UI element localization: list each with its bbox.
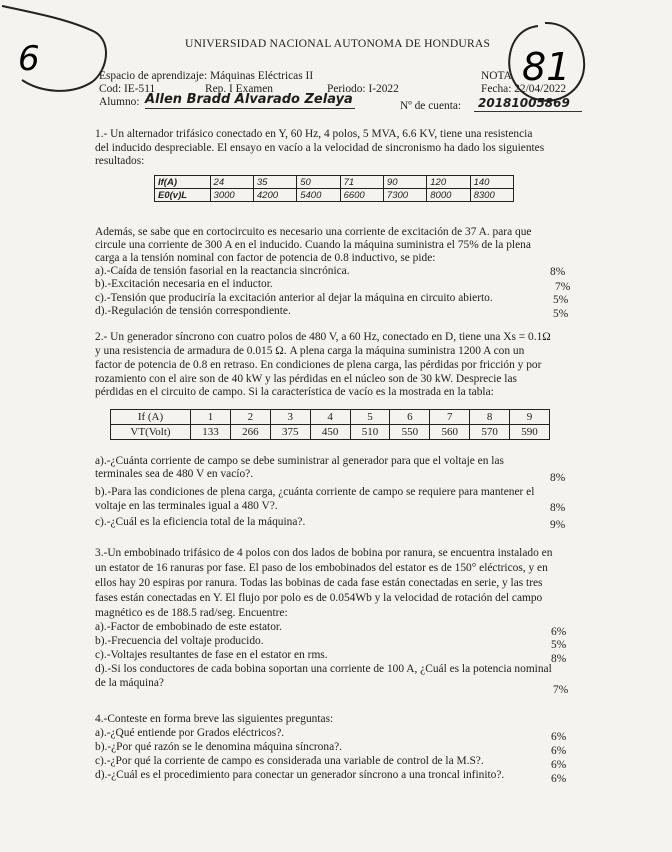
- table-cell: E0(v)L: [155, 189, 211, 202]
- table-cell: 266: [230, 425, 270, 440]
- q3-item: a).-Factor de embobinado de este estator.: [95, 621, 282, 633]
- q1-item: c).-Tensión que produciría la excitación anterior al dejar la máquina en circuito abierto.: [95, 292, 493, 304]
- table-cell: 550: [390, 425, 430, 440]
- q1-para: circule una corriente de 300 A en el inducido. Cuando la máquina suministra el 75% de la plena: [95, 239, 531, 251]
- grade-label: NOTA: [481, 70, 512, 82]
- table-cell: 4: [310, 410, 350, 425]
- q3-item: d).-Si los conductores de cada bobina soportan una corriente de 100 A, ¿Cuál es la potencia nominal: [95, 663, 552, 675]
- exam-date: Fecha: 22/04/2022: [481, 83, 567, 95]
- table-cell: 560: [430, 425, 470, 440]
- q2-item: b).-Para las condiciones de plena carga, ¿cuánta corriente de campo se requiere para mantener el: [95, 486, 535, 498]
- table-cell: 450: [310, 425, 350, 440]
- table-cell: 71: [340, 176, 383, 189]
- q2-table: [110, 409, 550, 440]
- account-label: Nº de cuenta:: [400, 100, 462, 112]
- q1-table: [154, 175, 514, 202]
- q1-para: Además, se sabe que en cortocircuito es necesario una corriente de excitación de 37 A. para que: [95, 226, 532, 238]
- table-cell: 8300: [470, 189, 513, 202]
- q2-item-pct: 8%: [550, 502, 566, 514]
- q3-item: de la máquina?: [95, 677, 164, 689]
- table-cell: 6600: [340, 189, 383, 202]
- q1-item-pct: 5%: [553, 308, 569, 320]
- q4-item-pct: 6%: [551, 773, 567, 785]
- table-cell: 6: [390, 410, 430, 425]
- table-cell: 5: [350, 410, 390, 425]
- q1-line: 1.- Un alternador trifásico conectado en Y, 60 Hz, 4 polos, 5 MVA, 6.6 KV, tiene una resistencia: [95, 128, 533, 140]
- table-row: [111, 410, 550, 425]
- q2-line: factor de potencia de 0.8 en retraso. En condiciones de plena carga, las pérdidas por fricción y por: [95, 359, 542, 371]
- account-underline: [474, 111, 582, 112]
- student-label: Alumno:: [99, 96, 140, 108]
- student-name: Allen Bradd Alvarado Zelaya: [145, 92, 353, 107]
- table-cell: 9: [510, 410, 550, 425]
- q2-line: rozamiento con el aire son de 40 kW y las pérdidas en el núcleo son de 30 kW. Desprecie las: [95, 373, 517, 385]
- q4-item: b).-¿Por qué razón se le denomina máquina síncrona?.: [95, 741, 343, 753]
- table-cell: 24: [210, 176, 253, 189]
- q4-item-pct: 6%: [551, 759, 567, 771]
- q4-item-pct: 6%: [551, 745, 567, 757]
- q3-item-pct: 6%: [551, 626, 567, 638]
- q3-item: b).-Frecuencia del voltaje producido.: [95, 635, 264, 647]
- table-row: [155, 189, 514, 202]
- q4-item: d).-¿Cuál es el procedimiento para conectar un generador síncrono a una troncal infinito?.: [95, 769, 505, 781]
- q3-line: un estator de 16 ranuras por fase. El paso de los embobinados del estator es de 150° eléctricos, y en: [95, 562, 548, 574]
- q3-line: ellos hay 20 espiras por ranura. Todas las bobinas de cada fase están conectadas en serie, y las tres: [95, 577, 543, 589]
- q3-item-pct: 5%: [551, 639, 567, 651]
- q2-item: c).-¿Cuál es la eficiencia total de la máquina?.: [95, 516, 306, 528]
- table-cell: 90: [383, 176, 426, 189]
- table-cell: 1: [191, 410, 231, 425]
- q3-line: fases están conectadas en Y. El flujo por polo es de 0.054Wb y la velocidad de rotación del campo: [95, 592, 543, 604]
- q1-item: a).-Caída de tensión fasorial en la reactancia sincrónica.: [95, 265, 350, 277]
- table-cell: 120: [427, 176, 470, 189]
- q2-line: 2.- Un generador síncrono con cuatro polos de 480 V, a 60 Hz, conectado en D, tiene una Xs = 0.1Ω: [95, 331, 551, 343]
- course-code: Cod: IE-511: [99, 83, 156, 95]
- table-cell: 8000: [427, 189, 470, 202]
- table-cell: If(A): [155, 176, 211, 189]
- q3-item-pct: 8%: [551, 653, 567, 665]
- table-cell: 7: [430, 410, 470, 425]
- q1-line: resultados:: [95, 155, 145, 167]
- subject: Espacio de aprendizaje: Máquinas Eléctricas II: [99, 70, 314, 82]
- q1-item-pct: 7%: [555, 281, 571, 293]
- q2-item-pct: 9%: [550, 519, 566, 531]
- table-row: [111, 425, 550, 440]
- q2-item: a).-¿Cuánta corriente de campo se debe suministrar al generador para que el voltaje en las: [95, 455, 504, 467]
- q4-title: 4.-Conteste en forma breve las siguientes preguntas:: [95, 713, 334, 725]
- table-cell: 5400: [297, 189, 340, 202]
- q3-line: magnético es de 188.5 rad/seg. Encuentre:: [95, 607, 288, 619]
- table-cell: 50: [297, 176, 340, 189]
- q1-line: del inducido despreciable. El ensayo en vacío a la velocidad de sincronismo ha dado los siguientes: [95, 142, 545, 154]
- q4-item: a).-¿Qué entiende por Grados eléctricos?.: [95, 727, 285, 739]
- table-cell: 3000: [210, 189, 253, 202]
- university-title: UNIVERSIDAD NACIONAL AUTONOMA DE HONDURAS: [185, 37, 491, 50]
- table-cell: 3: [270, 410, 310, 425]
- q1-para: carga a la tensión nominal con factor de potencia de 0.8 inductivo, se pide:: [95, 252, 436, 264]
- table-cell: 2: [230, 410, 270, 425]
- table-row: [155, 176, 514, 189]
- q1-item-pct: 5%: [553, 294, 569, 306]
- grade: 81: [522, 45, 571, 89]
- table-cell: 35: [253, 176, 296, 189]
- table-cell: VT(Volt): [111, 425, 191, 440]
- table-cell: 7300: [383, 189, 426, 202]
- student-underline: [145, 108, 355, 109]
- table-cell: 140: [470, 176, 513, 189]
- q2-line: pérdidas en el circuito de campo. Si la característica de vacío es la mostrada en la tabla:: [95, 386, 494, 398]
- q1-item: d).-Regulación de tensión correspondiente.: [95, 305, 291, 317]
- q3-item: c).-Voltajes resultantes de fase en el estator en rms.: [95, 649, 328, 661]
- q2-line: y una resistencia de armadura de 0.015 Ω. A plena carga la máquina suministra 1200 A con un: [95, 345, 525, 357]
- table-cell: 510: [350, 425, 390, 440]
- table-cell: 133: [191, 425, 231, 440]
- q1-item: b).-Excitación necesaria en el inductor.: [95, 278, 273, 290]
- q1-item-pct: 8%: [550, 266, 566, 278]
- table-cell: 8: [470, 410, 510, 425]
- q3-item-pct: 7%: [553, 684, 569, 696]
- q2-item: terminales sea de 480 V en vacío?.: [95, 468, 254, 480]
- table-cell: 570: [470, 425, 510, 440]
- q2-item: voltaje en las terminales igual a 480 V?.: [95, 500, 278, 512]
- page-number: 6: [18, 39, 40, 79]
- exam-name: Rep. I Examen: [205, 83, 274, 95]
- q4-item: c).-¿Por qué la corriente de campo es considerada una variable de control de la M.S?.: [95, 755, 484, 767]
- period: Periodo: I-2022: [327, 83, 399, 95]
- table-cell: 590: [510, 425, 550, 440]
- q3-line: 3.-Un embobinado trifásico de 4 polos con dos lados de bobina por ranura, se encuentra instalado en: [95, 547, 553, 559]
- table-cell: If (A): [111, 410, 191, 425]
- table-cell: 4200: [253, 189, 296, 202]
- table-cell: 375: [270, 425, 310, 440]
- q4-item-pct: 6%: [551, 731, 567, 743]
- q2-item-pct: 8%: [550, 472, 566, 484]
- account-number: 20181005869: [478, 96, 570, 110]
